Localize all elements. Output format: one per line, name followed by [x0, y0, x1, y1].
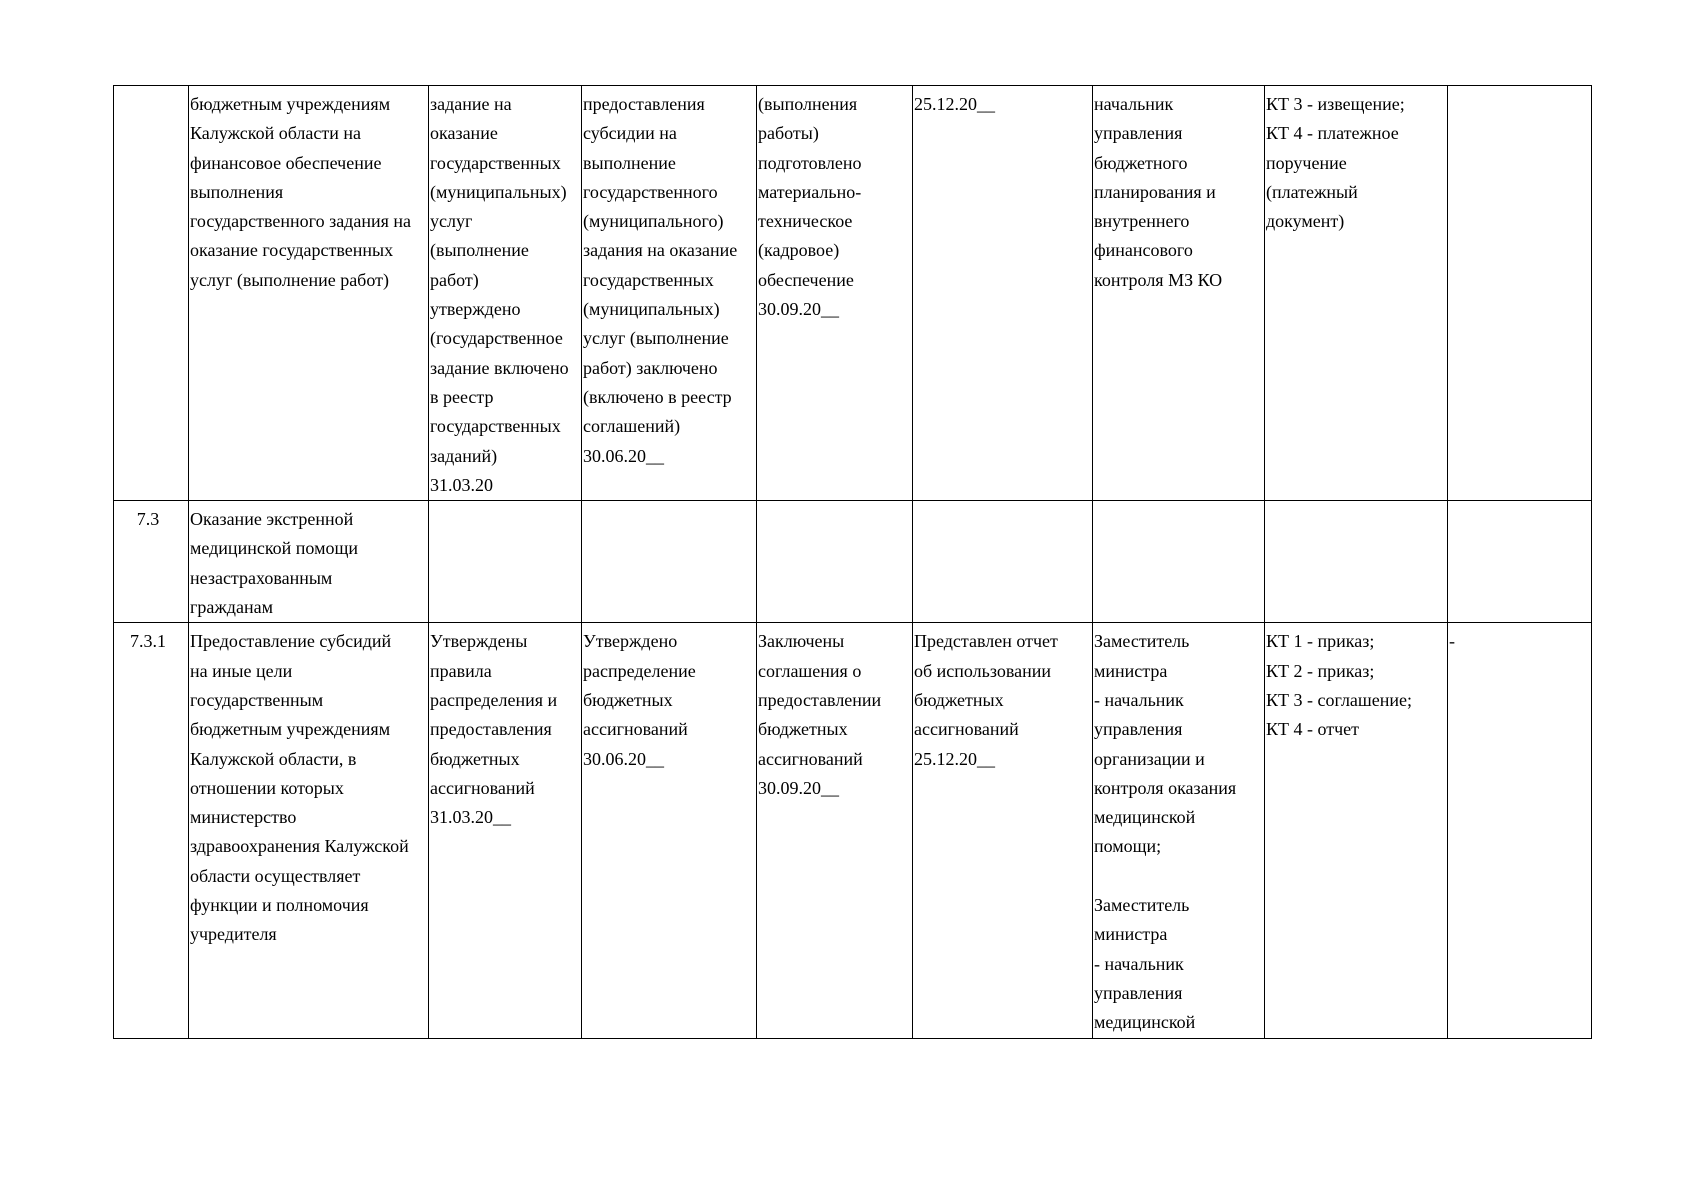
table-row — [114, 501, 1592, 623]
document-type-cell: КТ 1 - приказ; КТ 2 - приказ; КТ 3 - соглашение; КТ 4 - отчет — [1265, 623, 1448, 1038]
event-name-cell: бюджетным учреждениям Калужской области на финансовое обеспечение выполнения государственного задания на оказание государственных услуг (выполнение работ) — [189, 86, 429, 501]
row-number-cell: 7.3 — [114, 501, 189, 623]
table-row — [114, 86, 1592, 501]
control-point-3-cell: Заключены соглашения о предоставлении бюджетных ассигнований 30.09.20__ — [757, 623, 913, 1038]
event-name-cell: Предоставление субсидий на иные цели государственным бюджетным учреждениям Калужской области, в отношении которых министерство здравоохранения Калужской области осуществляет функции и полномочия учредителя — [189, 623, 429, 1038]
control-point-3-cell: (выполнения работы) подготовлено материально- техническое (кадровое) обеспечение 30.09.20__ — [757, 86, 913, 501]
row-number-cell — [114, 86, 189, 501]
extra-cell: - — [1448, 623, 1592, 1038]
control-point-3-cell — [757, 501, 913, 623]
control-point-4-cell — [913, 501, 1093, 623]
control-point-4-cell: Представлен отчет об использовании бюджетных ассигнований 25.12.20__ — [913, 623, 1093, 1038]
responsible-cell: начальник управления бюджетного планирования и внутреннего финансового контроля МЗ КО — [1093, 86, 1265, 501]
event-name-cell: Оказание экстренной медицинской помощи незастрахованным гражданам — [189, 501, 429, 623]
responsible-cell — [1093, 501, 1265, 623]
document-type-cell: КТ 3 - извещение; КТ 4 - платежное поручение (платежный документ) — [1265, 86, 1448, 501]
responsible-cell: Заместитель министра - начальник управления организации и контроля оказания медицинской помощи; Заместитель министра - начальник управления медицинской — [1093, 623, 1265, 1038]
plan-table — [113, 85, 1592, 1039]
control-point-2-cell — [582, 501, 757, 623]
row-number-cell: 7.3.1 — [114, 623, 189, 1038]
extra-cell — [1448, 86, 1592, 501]
extra-cell — [1448, 501, 1592, 623]
control-point-2-cell: предоставления субсидии на выполнение государственного (муниципального) задания на оказание государственных (муниципальных) услуг (выполнение работ) заключено (включено в реестр соглашений) 30.06.20__ — [582, 86, 757, 501]
control-point-1-cell: Утверждены правила распределения и предоставления бюджетных ассигнований 31.03.20__ — [429, 623, 582, 1038]
control-point-1-cell: задание на оказание государственных (муниципальных) услуг (выполнение работ) утверждено (государственное задание включено в реестр государственных заданий) 31.03.20 — [429, 86, 582, 501]
control-point-4-cell: 25.12.20__ — [913, 86, 1093, 501]
control-point-2-cell: Утверждено распределение бюджетных ассигнований 30.06.20__ — [582, 623, 757, 1038]
document-type-cell — [1265, 501, 1448, 623]
control-point-1-cell — [429, 501, 582, 623]
table-row — [114, 623, 1592, 1038]
